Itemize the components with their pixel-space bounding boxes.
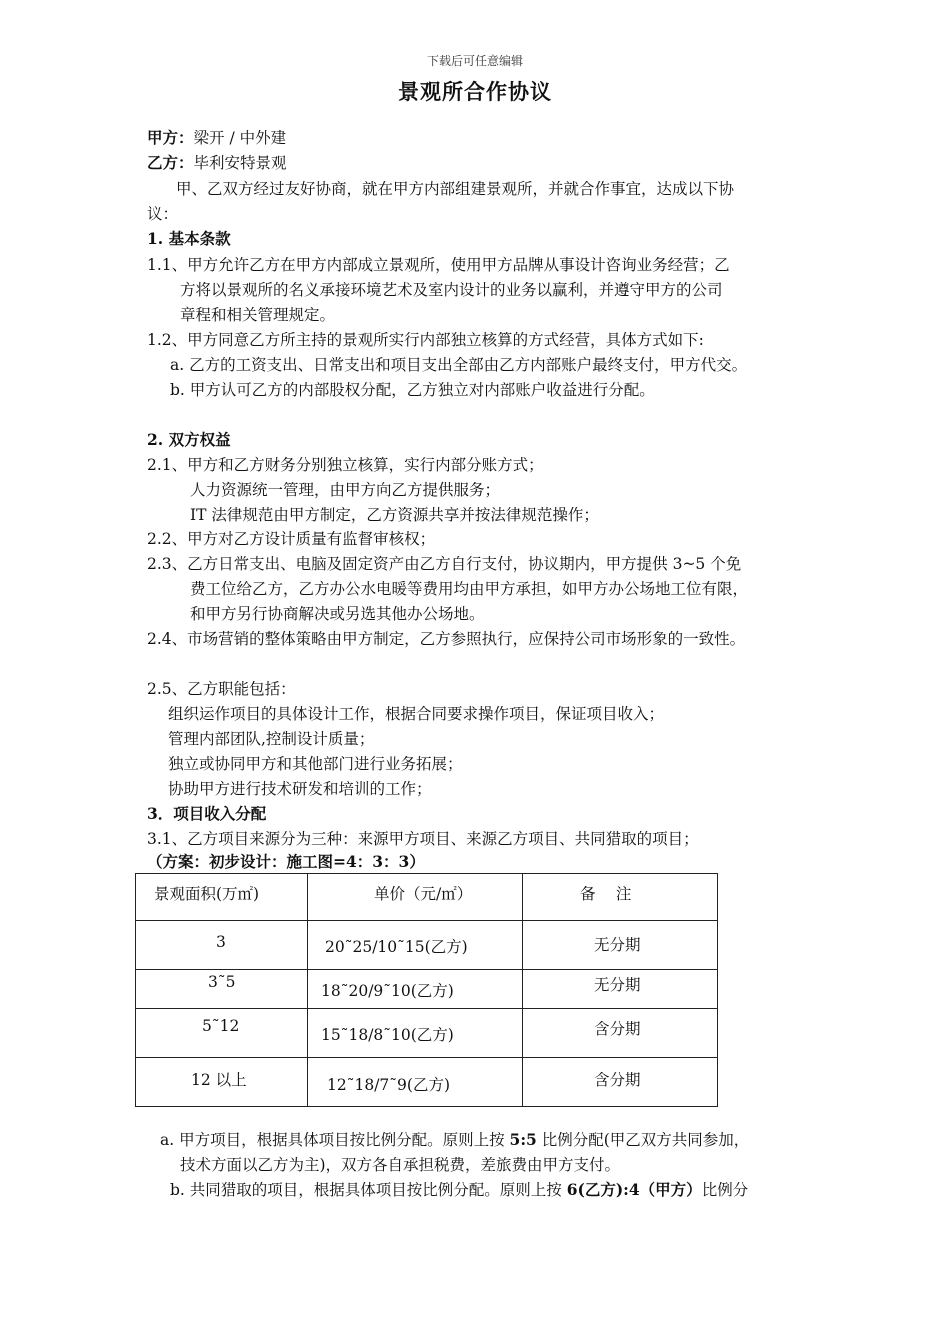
note-b-text: 比例分 <box>701 1181 749 1199</box>
clause-1-2-b: b. 甲方认可乙方的内部股权分配，乙方独立对内部账户收益进行分配。 <box>170 381 655 399</box>
note-a-text: a. 甲方项目，根据具体项目按比例分配。原则上按 <box>160 1131 510 1149</box>
clause-2-3-line-2: 费工位给乙方，乙方办公水电暖等费用均由甲方承担，如甲方办公场地工位有限， <box>190 580 749 598</box>
table-cell: 无分期 <box>523 970 718 1009</box>
table-cell: 3˜5 <box>136 970 308 1009</box>
table-cell: 12 以上 <box>136 1058 308 1107</box>
note-b-line-1 <box>170 1181 748 1200</box>
table-cell: 12˜18/7˜9(乙方) <box>308 1058 523 1107</box>
table-cell: 3 <box>136 921 308 970</box>
note-a-text: 比例分配(甲乙双方共同参加， <box>536 1131 750 1149</box>
clause-1-2-a: a. 乙方的工资支出、日常支出和项目支出全部由乙方内部账户最终支付，甲方代交。 <box>170 356 748 374</box>
clause-3-1: 3.1、乙方项目来源分为三种：来源甲方项目、来源乙方项目、共同猎取的项目； <box>147 830 699 848</box>
table-header-row <box>136 874 718 921</box>
header-note: 下载后可任意编辑 <box>426 54 523 68</box>
clause-2-1: 2.1、甲方和乙方财务分别独立核算，实行内部分账方式； <box>147 456 544 474</box>
clause-2-5-item: 协助甲方进行技术研发和培训的工作； <box>168 780 432 798</box>
table-header-cell: 景观面积(万㎡) <box>136 874 308 921</box>
party-a-value: 梁开 / 中外建 <box>193 129 287 147</box>
clause-2-5-item: 组织运作项目的具体设计工作，根据合同要求操作项目，保证项目收入； <box>168 705 665 723</box>
intro-line-1: 甲、乙双方经过友好协商，就在甲方内部组建景观所，并就合作事宜，达成以下协 <box>176 180 735 198</box>
clause-1-1-line-3: 章程和相关管理规定。 <box>180 306 336 324</box>
table-header-cell: 备 注 <box>523 874 718 921</box>
party-a-label: 甲方： <box>147 128 194 147</box>
clause-2-5-item: 独立或协同甲方和其他部门进行业务拓展； <box>168 755 463 773</box>
pricing-table <box>135 873 718 1107</box>
party-b-label: 乙方： <box>147 153 194 172</box>
clause-2-2: 2.2、甲方对乙方设计质量有监督审核权； <box>147 530 436 548</box>
clause-2-5-item: 管理内部团队,控制设计质量； <box>168 730 375 748</box>
section-3-heading: 3．项目收入分配 <box>147 804 267 823</box>
table-row <box>136 921 718 970</box>
table-cell: 15˜18/8˜10(乙方) <box>308 1009 523 1058</box>
clause-1-1-line-1: 1.1、甲方允许乙方在甲方内部成立景观所，使用甲方品牌从事设计咨询业务经营；乙 <box>147 256 730 274</box>
intro-line-2: 议： <box>147 205 179 223</box>
clause-2-3-line-1: 2.3、乙方日常支出、电脑及固定资产由乙方自行支付，协议期内，甲方提供 3~5 个免 <box>147 555 742 573</box>
party-b-line <box>147 154 287 173</box>
party-b-value: 毕利安特景观 <box>193 154 287 172</box>
table-cell: 无分期 <box>523 921 718 970</box>
party-a-line <box>147 129 286 148</box>
clause-2-5: 2.5、乙方职能包括： <box>147 680 296 698</box>
table-cell: 5˜12 <box>136 1009 308 1058</box>
ratio-note: （方案：初步设计：施工图=4：3：3） <box>147 852 425 871</box>
table-cell: 18˜20/9˜10(乙方) <box>308 970 523 1009</box>
note-a-ratio: 5:5 <box>509 1130 537 1149</box>
note-a-line-1 <box>160 1131 749 1150</box>
table-row <box>136 970 718 1009</box>
section-2-heading: 2. 双方权益 <box>147 430 231 449</box>
clause-2-3-line-3: 和甲方另行协商解决或另选其他办公场地。 <box>190 605 485 623</box>
section-1-heading: 1. 基本条款 <box>147 229 231 248</box>
note-a-line-2: 技术方面以乙方为主)，双方各自承担税费，差旅费由甲方支付。 <box>180 1156 621 1174</box>
clause-1-2: 1.2、甲方同意乙方所主持的景观所实行内部独立核算的方式经营，具体方式如下: <box>147 331 704 349</box>
table-row <box>136 1058 718 1107</box>
table-cell: 含分期 <box>523 1058 718 1107</box>
clause-2-1-a: 人力资源统一管理，由甲方向乙方提供服务； <box>190 481 501 499</box>
clause-1-1-line-2: 方将以景观所的名义承接环境艺术及室内设计的业务以赢利，并遵守甲方的公司 <box>180 281 723 299</box>
document-title: 景观所合作协议 <box>398 79 552 104</box>
table-row <box>136 1009 718 1058</box>
table-cell: 含分期 <box>523 1009 718 1058</box>
table-header-cell: 单价（元/㎡） <box>308 874 523 921</box>
clause-2-4: 2.4、市场营销的整体策略由甲方制定，乙方参照执行，应保持公司市场形象的一致性。 <box>147 630 746 648</box>
note-b-ratio: 6(乙方):4（甲方） <box>566 1180 702 1199</box>
clause-2-1-b: IT 法律规范由甲方制定，乙方资源共享并按法律规范操作； <box>190 506 599 524</box>
note-b-text: b. 共同猎取的项目，根据具体项目按比例分配。原则上按 <box>170 1181 567 1199</box>
table-cell: 20˜25/10˜15(乙方) <box>308 921 523 970</box>
